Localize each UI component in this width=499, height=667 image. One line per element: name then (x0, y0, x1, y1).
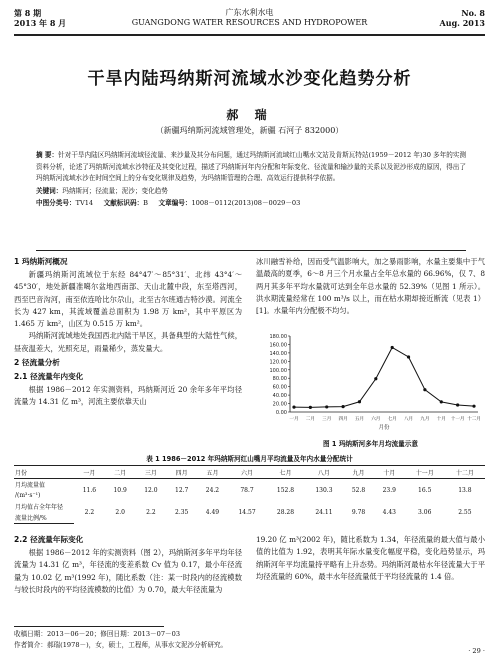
cell-proportion-value: 24.11 (315, 508, 333, 516)
data-point (456, 403, 459, 406)
cell-flow-value: 11.6 (82, 486, 97, 494)
cell-flow-value: 152.8 (276, 486, 295, 494)
row-proportion-label-b: 流量比例/% (14, 512, 74, 524)
footnote (14, 629, 414, 651)
data-point (325, 405, 328, 408)
cell-proportion-value: 2.0 (115, 508, 125, 516)
cell-flow-value: 78.7 (240, 486, 254, 494)
figure-1 (256, 330, 485, 450)
row-flow-label-b: /(m³·s⁻¹) (15, 492, 41, 499)
cell-proportion-value: 2.2 (146, 508, 156, 516)
keywords-label: 关键词： (36, 186, 63, 195)
x-tick-label: 十二月 (467, 417, 481, 422)
header-cell-month: 九月 (343, 466, 374, 479)
cell-proportion-value: 4.43 (382, 508, 396, 516)
issue-number-en: No. 8 (461, 8, 485, 18)
article-title: 干旱内陆玛纳斯河流域水沙变化趋势分析 (87, 69, 412, 89)
y-tick-label: 40.00 (272, 393, 287, 400)
header-cell-month: 一月 (74, 466, 105, 479)
issue-date: 2013 年 8 月 (14, 18, 67, 28)
abstract-rule (36, 250, 466, 251)
data-point (472, 405, 475, 408)
author-bio: 作者简介：郝瑞(1978－)，女，硕士，工程师，从事水文泥沙分析研究。 (14, 641, 228, 649)
doc-code-label: 文献标识码： (103, 198, 144, 207)
header-cell-month: 十月 (374, 466, 405, 479)
header-cell-month: 八月 (305, 466, 343, 479)
right-column (256, 256, 485, 317)
cell-flow-value: 52.8 (351, 486, 366, 494)
header-center (14, 8, 485, 28)
data-point (391, 346, 394, 349)
section-1-heading: 1 玛纳斯河概况 (14, 257, 68, 266)
abstract-label: 摘 要： (36, 151, 59, 159)
x-tick-label: 八月 (403, 417, 414, 422)
y-tick-label: 60.00 (272, 384, 287, 391)
cell-proportion-value: 2.35 (175, 508, 189, 516)
abstract-block (36, 150, 466, 209)
header-cell-month: 三月 (136, 466, 167, 479)
y-tick-label: 0.00 (275, 410, 287, 416)
header-cell-month: 七月 (266, 466, 304, 479)
x-tick-label: 四月 (338, 417, 348, 422)
row-flow-label-a: 月均流量值 (15, 482, 46, 489)
section-1-paragraph-2: 玛纳斯河流域地处我国西北内陆干旱区，具备典型的大陆性气候，昼夜温差大，光照充足，雨量稀少，蒸发量大。 (14, 331, 242, 353)
header-rule (14, 34, 485, 36)
x-tick-label: 十月 (436, 417, 446, 422)
cell-flow-value: 13.8 (458, 486, 472, 494)
x-tick-label: 五月 (354, 417, 365, 422)
header-cell-month: 五月 (197, 466, 228, 479)
section-1-paragraph-1: 新疆玛纳斯河流域位于东经 84°47′～85°31′、北纬 43°4′～45°30′，地处新疆准噶尔盆地西南部、天山北麓中段，东至塔西河，西至巴音沟河，南至依连哈比尔尕山，北至古尔班通古特沙漠。河流全长为 427 km，其流域覆盖总面积为 1.98 万 km²，其中平原区为 1.465 万 km²，山区为 0.515 万 km²。 (14, 270, 242, 329)
cell-flow-value: 10.9 (113, 486, 127, 494)
cell-proportion-value: 2.55 (458, 508, 472, 516)
series-line (294, 347, 474, 407)
x-tick-label: 一月 (289, 417, 299, 422)
table-1-caption: 表 1 1986－2012 年玛纳斯河红山嘴月平均流量及年内水量分配统计 (146, 455, 353, 463)
table-row-flow (14, 479, 485, 491)
page-number: · 29 · (468, 647, 485, 655)
keywords-text: 玛纳斯河；径流量；泥沙；变化趋势 (62, 186, 168, 195)
row-proportion-label-a: 月均值占全年年径 (15, 504, 64, 511)
section-2-1-paragraph: 根据 1986－2012 年实测资料，玛纳斯河近 20 余年多年平均径流量为 14.31 亿 m³，河流主要依靠天山 (14, 385, 242, 407)
data-point (309, 406, 312, 409)
section-2-2-left (14, 532, 242, 596)
data-point (440, 400, 443, 403)
cell-proportion-value: 3.06 (418, 508, 432, 516)
header-cell-label: 月份 (14, 466, 74, 479)
footnote-rule (14, 626, 164, 627)
data-point (374, 377, 377, 380)
data-point (358, 400, 361, 403)
section-2-2-paragraph-left: 根据 1986－2012 年的实测资料（图 2），玛纳斯河多年平均年径流量为 14.31 亿 m³，年径流的变差系数 Cv 值为 0.17，最小年径流量为 10.02 亿 m³(1992 年)，随比系数（注：某一时段内的径流模数与较长时段内的平均径流模数的比值）为 0.70，最大年径流量为 (14, 548, 242, 594)
x-tick-label: 十一月 (450, 417, 465, 422)
article-id-label: 文章编号： (158, 198, 192, 207)
section-2-1-heading: 2.1 径流量年内变化 (14, 372, 84, 382)
y-tick-label: 20.00 (272, 401, 287, 408)
section-2-2-right (256, 534, 485, 583)
section-2-2-heading: 2.2 径流量年际变化 (14, 535, 84, 544)
y-tick-label: 160.00 (269, 342, 287, 349)
cell-flow-value: 130.3 (315, 486, 333, 494)
data-point (407, 355, 410, 358)
author-affiliation: （新疆玛纳斯河流域管理处，新疆 石河子 832000） (155, 126, 344, 135)
issue-number: 第 8 期 (14, 8, 42, 18)
header-right (440, 8, 485, 28)
header-cell-month: 四月 (166, 466, 197, 479)
cell-flow-value: 12.0 (144, 486, 158, 494)
table-row-proportion (14, 501, 485, 512)
clc-label: 中图分类号： (36, 198, 76, 207)
x-tick-label: 三月 (322, 417, 332, 422)
data-point (341, 405, 344, 408)
x-tick-label: 九月 (420, 417, 430, 422)
x-tick-label: 二月 (305, 417, 315, 422)
left-column (14, 254, 242, 409)
issue-date-en: Aug. 2013 (439, 18, 485, 28)
received-dates: 收稿日期：2013－06－20；修回日期：2013－07－03 (14, 630, 181, 638)
x-axis-label: 月份 (378, 425, 390, 431)
table-header-row (14, 466, 485, 479)
y-tick-label: 120.00 (269, 359, 287, 366)
x-tick-label: 七月 (387, 417, 397, 422)
keywords-line (36, 185, 466, 197)
cell-flow-value: 16.5 (418, 486, 432, 494)
monthly-flow-chart (256, 330, 485, 434)
cell-proportion-value: 2.2 (84, 508, 95, 516)
doc-code-value: B (143, 198, 149, 207)
header-cell-month: 十一月 (405, 466, 445, 479)
author-name: 郝 瑞 (226, 108, 273, 122)
flow-table (14, 465, 485, 524)
y-tick-label: 100.00 (269, 367, 287, 374)
y-tick-label: 180.00 (269, 334, 287, 340)
article-id-value: 1008－0112(2013)08－0029－03 (191, 198, 301, 207)
section-2-2-paragraph-right: 19.20 亿 m³(2002 年)，随比系数为 1.34，年径流量的最大值与最小值的比值为 1.92，表明其年际水量变化幅度平稳，变化趋势显示，玛纳斯河年平均流量持平略有上升态势。玛纳斯河最枯水年径流量大于平均径流量的 60%，最丰水年径流量低于平均径流量的 1.4 倍。 (256, 535, 485, 581)
header-cell-month: 二月 (105, 466, 136, 479)
x-tick-label: 六月 (371, 417, 381, 422)
header-cell-month: 十二月 (445, 466, 485, 479)
abstract-text: 针对干旱内陆区玛纳斯河流域径流量、来沙量及其分布问题，通过玛纳斯河流域红山嘴水文站及肯斯瓦特站(1959－2012 年)30 多年的实测资料分析，论述了玛纳斯河流域水沙特征及其变化过程，描述了玛纳斯河年内分配和年际变化、径流量和输沙量的关系以及泥沙形成的原因，得出了玛纳斯河流域水沙在时间空间上的分布变化规律及趋势，为玛纳斯管理的合理、高效运行提供科学依据。 (36, 151, 466, 182)
y-tick-label: 140.00 (269, 350, 287, 357)
cell-flow-value: 23.9 (382, 486, 396, 494)
cell-flow-value: 12.7 (175, 486, 189, 494)
cell-flow-value: 24.2 (205, 486, 220, 494)
section-2-heading: 2 径流量分析 (14, 358, 60, 368)
figure-1-caption: 图 1 玛纳斯河多年月均流量示意 (323, 440, 418, 448)
journal-name-en: GUANGDONG WATER RESOURCES AND HYDROPOWER (131, 18, 368, 27)
table-1 (14, 453, 485, 524)
cell-proportion-value: 9.78 (351, 508, 366, 516)
data-point (423, 388, 426, 391)
journal-name-cn: 广东水利水电 (225, 8, 274, 17)
right-paragraph-1: 冰川融雪补给，因而受气温影响大，加之暴雨影响，水量主要集中于气温最高的夏季，6～8 月三个月水量占全年总水量的 66.96%，仅 7、8 两月其多年平均水量就可达到全年总水量的 52.39%（见图 1 所示）。洪水期流量经常在 100 m³/s 以上，而在枯水期却接近断流（见表 1）[1]。水量年内分配极不均匀。 (256, 257, 485, 316)
cell-proportion-value: 28.28 (276, 508, 295, 516)
classification-line (36, 197, 466, 209)
header-cell-month: 六月 (228, 466, 266, 479)
y-tick-label: 80.00 (272, 376, 287, 383)
cell-proportion-value: 4.49 (205, 508, 220, 516)
cell-proportion-value: 14.57 (238, 508, 256, 516)
clc-value: TV14 (75, 198, 94, 207)
abstract-paragraph (36, 150, 466, 185)
data-point (292, 406, 295, 409)
